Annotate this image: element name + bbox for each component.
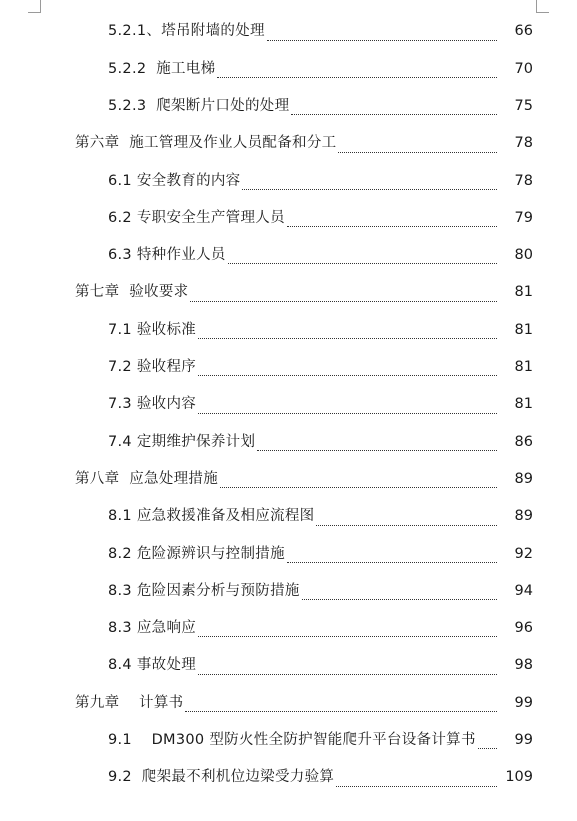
toc-entry-page-number: 81 (514, 396, 533, 413)
toc-section-entry[interactable] (0, 535, 577, 572)
toc-entry-page-number: 86 (514, 433, 533, 450)
toc-entry-title: 8.3 危险因素分析与预防措施 (108, 582, 300, 599)
toc-entry-page-number: 66 (514, 23, 533, 40)
toc-entry-title: 8.3 应急响应 (108, 620, 197, 637)
toc-dot-leader (257, 449, 497, 451)
toc-chapter-entry[interactable] (0, 461, 577, 498)
toc-dot-leader (291, 113, 497, 115)
toc-entry-title: 7.1 验收标准 (108, 321, 197, 338)
toc-entry-title: 5.2.2 施工电梯 (108, 60, 216, 77)
toc-entry-page-number: 75 (514, 97, 533, 114)
toc-section-entry[interactable] (0, 423, 577, 460)
toc-section-entry[interactable] (0, 237, 577, 274)
toc-entry-page-number: 98 (514, 657, 533, 674)
toc-dot-leader (267, 39, 497, 41)
toc-entry-page-number: 81 (514, 284, 533, 301)
toc-dot-leader (287, 561, 497, 563)
toc-section-entry[interactable] (0, 498, 577, 535)
toc-entry-page-number: 89 (514, 508, 533, 525)
toc-entry-title: 第八章 应急处理措施 (75, 470, 219, 487)
toc-section-entry[interactable] (0, 88, 577, 125)
toc-dot-leader (220, 486, 497, 488)
toc-entry-title: 第九章 计算书 (75, 694, 184, 711)
toc-entry-title: 6.2 专职安全生产管理人员 (108, 209, 285, 226)
table-of-contents (0, 13, 577, 796)
toc-section-entry[interactable] (0, 13, 577, 50)
toc-entry-title: 8.1 应急救援准备及相应流程图 (108, 508, 315, 525)
toc-entry-title: 8.2 危险源辨识与控制措施 (108, 545, 285, 562)
toc-entry-page-number: 99 (514, 732, 533, 749)
toc-entry-title: 7.3 验收内容 (108, 396, 197, 413)
page-corner-mark-left (28, 0, 41, 13)
toc-section-entry[interactable] (0, 349, 577, 386)
toc-section-entry[interactable] (0, 311, 577, 348)
toc-entry-title: 7.4 定期维护保养计划 (108, 433, 256, 450)
toc-dot-leader (217, 76, 497, 78)
toc-section-entry[interactable] (0, 50, 577, 87)
toc-section-entry[interactable] (0, 647, 577, 684)
toc-chapter-entry[interactable] (0, 125, 577, 162)
toc-section-entry[interactable] (0, 199, 577, 236)
toc-entry-page-number: 96 (514, 620, 533, 637)
toc-entry-page-number: 78 (514, 135, 533, 152)
toc-dot-leader (338, 151, 497, 153)
toc-entry-title: 6.3 特种作业人员 (108, 247, 226, 264)
toc-entry-page-number: 70 (514, 60, 533, 77)
toc-entry-page-number: 79 (514, 209, 533, 226)
toc-entry-page-number: 89 (514, 470, 533, 487)
toc-entry-page-number: 99 (514, 694, 533, 711)
toc-section-entry[interactable] (0, 386, 577, 423)
toc-entry-title: 8.4 事故处理 (108, 657, 197, 674)
toc-dot-leader (302, 598, 497, 600)
toc-section-entry[interactable] (0, 162, 577, 199)
toc-dot-leader (316, 524, 497, 526)
toc-entry-title: 第七章 验收要求 (75, 284, 189, 301)
toc-section-entry[interactable] (0, 610, 577, 647)
toc-entry-page-number: 81 (514, 321, 533, 338)
toc-entry-page-number: 109 (505, 769, 533, 786)
toc-dot-leader (198, 673, 497, 675)
toc-dot-leader (198, 374, 497, 376)
toc-dot-leader (287, 225, 497, 227)
toc-dot-leader (198, 337, 497, 339)
toc-entry-page-number: 80 (514, 247, 533, 264)
toc-dot-leader (478, 747, 497, 749)
toc-entry-title: 9.2 爬架最不利机位边梁受力验算 (108, 769, 335, 786)
toc-entry-page-number: 94 (514, 582, 533, 599)
toc-entry-title: 6.1 安全教育的内容 (108, 172, 241, 189)
toc-dot-leader (242, 188, 497, 190)
toc-entry-title: 5.2.3 爬架断片口处的处理 (108, 97, 290, 114)
toc-entry-title: 7.2 验收程序 (108, 359, 197, 376)
toc-chapter-entry[interactable] (0, 684, 577, 721)
toc-entry-page-number: 81 (514, 359, 533, 376)
toc-entry-page-number: 92 (514, 545, 533, 562)
toc-dot-leader (185, 710, 497, 712)
toc-chapter-entry[interactable] (0, 274, 577, 311)
toc-dot-leader (198, 412, 497, 414)
toc-dot-leader (190, 300, 497, 302)
toc-entry-title: 5.2.1、塔吊附墙的处理 (108, 23, 265, 40)
toc-entry-title: 9.1 DM300 型防火性全防护智能爬升平台设备计算书 (108, 732, 476, 749)
toc-section-entry[interactable] (0, 759, 577, 796)
toc-dot-leader (198, 635, 497, 637)
toc-dot-leader (228, 262, 497, 264)
page-corner-mark-right (536, 0, 549, 13)
toc-entry-title: 第六章 施工管理及作业人员配备和分工 (75, 135, 337, 152)
toc-section-entry[interactable] (0, 722, 577, 759)
toc-section-entry[interactable] (0, 572, 577, 609)
toc-entry-page-number: 78 (514, 172, 533, 189)
toc-dot-leader (336, 785, 497, 787)
